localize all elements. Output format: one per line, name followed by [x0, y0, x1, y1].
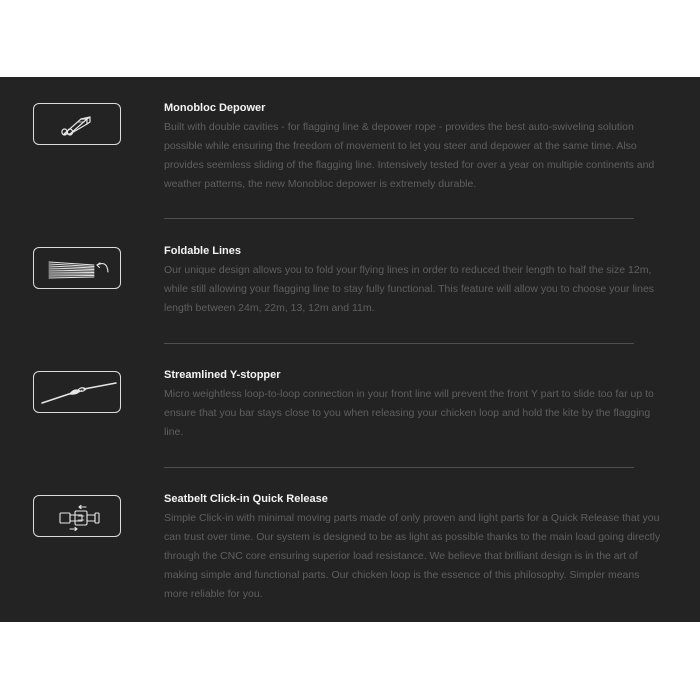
divider	[164, 218, 634, 219]
foldable-lines-icon	[33, 247, 121, 289]
seatbelt-quick-release-icon	[33, 495, 121, 537]
feature-description: Simple Click-in with minimal moving parts made of only proven and light parts for a Quick Release that you can trust over time. Our system is designed to be as light as possible thanks to the main load going directly through the CNC core ensuring superior load resistance. We believe that brilliant design is in the art of making simple and functional parts. Our chicken loop is the essence of this philosophy. Simpler means more reliable for you.	[164, 512, 661, 600]
feature-title: Foldable Lines	[164, 245, 242, 257]
feature-title: Monobloc Depower	[164, 102, 266, 114]
feature-description: Micro weightless loop-to-loop connection in your front line will prevent the front Y part to slide too far up to ensure that you bar stays close to you when releasing your chicken loop and hold the kite by the flagging line.	[164, 388, 654, 438]
feature-title: Streamlined Y-stopper	[164, 369, 281, 381]
divider	[164, 343, 634, 344]
divider	[164, 467, 634, 468]
feature-description: Our unique design allows you to fold your flying lines in order to reduced their length to half the size 12m, while still allowing your flagging line to stay fully functional. This feature will allow you to choose your lines length between 24m, 22m, 13, 12m and 11m.	[164, 264, 655, 314]
monobloc-depower-icon	[33, 103, 121, 145]
y-stopper-icon	[33, 371, 121, 413]
feature-title: Seatbelt Click-in Quick Release	[164, 493, 328, 505]
features-panel	[0, 77, 700, 622]
feature-description: Built with double cavities - for flagging line & depower rope - provides the best auto-swiveling solution possible while ensuring the freedom of movement to let you steer and depower at the same time. Also provides seemless sliding of the flagging line. Intensively tested for over a year on multiple continents and weather patterns, the new Monobloc depower is extremely durable.	[164, 121, 655, 190]
